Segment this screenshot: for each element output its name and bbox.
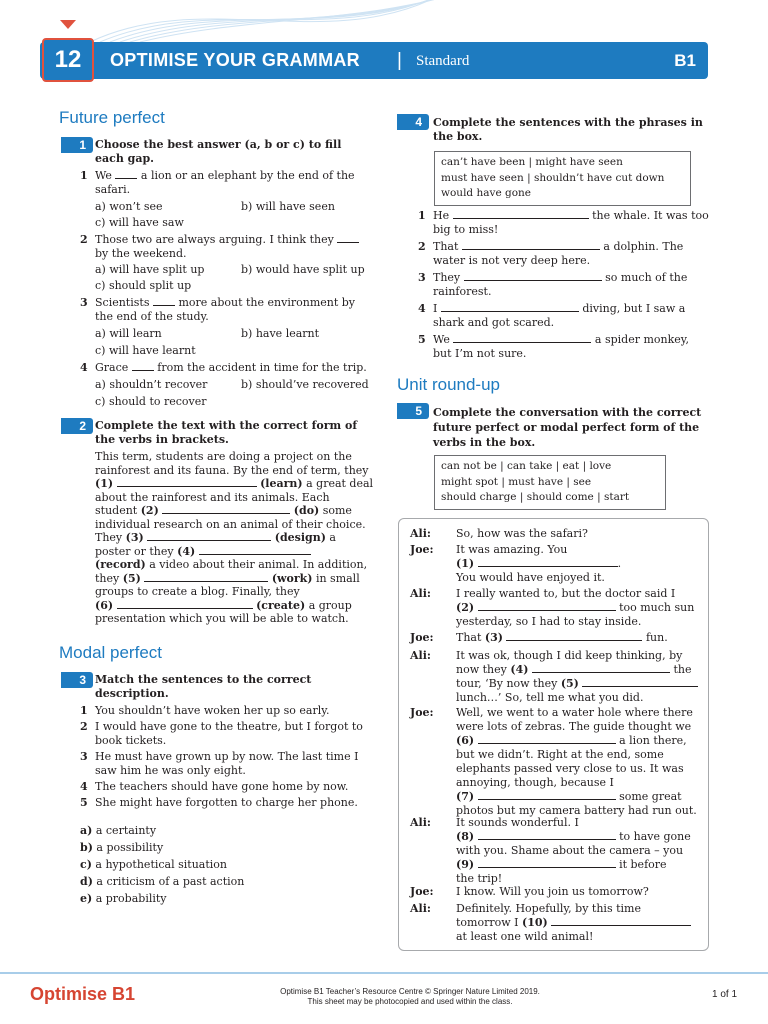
footer-divider — [0, 972, 768, 974]
list-item: 5 We a spider monkey, — [418, 333, 690, 346]
exercise-2-number: 2 — [61, 418, 93, 434]
dialogue-line: That (3) fun. — [456, 631, 668, 644]
header-bar — [40, 42, 708, 79]
exercise-1-instruction: Choose the best answer (a, b or c) to fill each gap. — [95, 138, 342, 165]
dialogue-line: Well, we went to a water hole where there were lots of zebras. The guide thought we (6) a lion there, but we didn’t. Right at the end, some elephants passed very close to us. It was annoying, though, because I (7) some great photos but my camera battery had run out. — [456, 706, 697, 817]
exercise-4-phrase-box: can’t have been | might have seen must have seen | shouldn’t have cut down would have gone — [434, 151, 691, 206]
speaker-ali: Ali: — [410, 527, 431, 540]
footer-brand: Optimise B1 — [30, 984, 136, 1004]
list-item: 2 I would have gone to the theatre, but I forgot to — [80, 720, 363, 733]
dialogue-line: It was amazing. You (1) . You would have enjoyed it. — [456, 543, 622, 584]
speaker-ali: Ali: — [410, 816, 431, 829]
dialogue-line: I really wanted to, but the doctor said I (2) too much sun yesterday, so I had to stay inside. — [456, 587, 695, 628]
footer-copyright: Optimise B1 Teacher’s Resource Centre © Springer Nature Limited 2019. This sheet may be photocopied and used within the class. — [280, 987, 540, 1006]
list-item: 5 She might have forgotten to charge her phone. — [80, 796, 358, 809]
speaker-joe: Joe: — [410, 543, 434, 556]
exercise-4-items: 1 He the whale. It was too big to miss! 2 That a dolphin. The water is not very deep here. 3 They so much of the rainforest. 4 I diving, but I saw a shark and got scared. 5 We a spider monkey, but I’m not sure. — [418, 209, 713, 361]
exercise-4-number: 4 — [397, 114, 429, 130]
exercise-2-instruction: Complete the text with the correct form of the verbs in brackets. — [95, 419, 358, 446]
exercise-1-number: 1 — [61, 137, 93, 153]
list-item: 1 We a lion or an elephant by the end of the — [80, 169, 355, 182]
unit-number-badge: 12 — [42, 38, 94, 82]
dialogue-line: It was ok, though I did keep thinking, by now they (4) the tour, ‘By now they (5) lunch…’ So, tell me what you did. — [456, 649, 706, 705]
speaker-joe: Joe: — [410, 706, 434, 719]
list-item: 4 The teachers should have gone home by now. — [80, 780, 349, 793]
list-item: 1 He the whale. It was too — [418, 209, 709, 222]
exercise-5-verb-box: can not be | can take | eat | love might spot | must have | see should charge | should come | start — [434, 455, 666, 510]
difficulty-label: Standard — [416, 53, 470, 69]
dialogue-line: So, how was the safari? — [456, 527, 588, 540]
dialogue-line: It sounds wonderful. I (8) to have gone with you. Shame about the camera – you (9) it before the trip! — [456, 816, 691, 885]
option-item: b) a possibility — [80, 841, 164, 854]
exercise-2-text: This term, students are doing a project on the rainforest and its fauna. By the end of term, they (1) (learn) a great deal about the rainforest and its animals. Each student (2) (do) some individual research on an animal of their choice. They (3) (design) a poster or they (4) (record) a video about their animal. In addition, they (5) (work) in small groups to create a blog. Finally, they (6) (create) a group presentation which you will be able to watch. — [95, 450, 374, 625]
header-decoration — [0, 0, 768, 42]
exercise-3-instruction: Match the sentences to the correct description. — [95, 673, 312, 700]
list-item: 3 They so much of the — [418, 271, 688, 284]
level-badge: B1 — [674, 51, 696, 70]
option-item: a) a certainty — [80, 824, 157, 837]
exercise-5-number: 5 — [397, 403, 429, 419]
list-item: 1 You shouldn’t have woken her up so early. — [80, 704, 330, 717]
marker-triangle-icon — [60, 20, 76, 29]
exercise-1-items: 1 We a lion or an elephant by the end of the safari. a) won’t see b) will have seen c) will have saw 2 Those two are always arguing. I think they by the weekend. a) will have split up b) would have split up c) should split up 3 Scientists more about the environment by the end of the study. a) will learn b) have learnt c) will have learnt 4 Grace from the accident in time for the trip. a) shouldn’t recover b) should’ve recovered c) should to recover — [80, 169, 380, 409]
page-number: 1 of 1 — [712, 989, 738, 1000]
speaker-ali: Ali: — [410, 649, 431, 662]
dialogue-line: I know. Will you join us tomorrow? — [456, 885, 649, 898]
title-separator: | — [397, 50, 402, 71]
section-heading-unit-roundup: Unit round-up — [397, 375, 501, 394]
option-item: c) a hypothetical situation — [80, 858, 227, 871]
worksheet-title: OPTIMISE YOUR GRAMMAR — [110, 50, 360, 70]
speaker-ali: Ali: — [410, 587, 431, 600]
speaker-joe: Joe: — [410, 631, 434, 644]
dialogue-line: Definitely. Hopefully, by this time tomorrow I (10) at least one wild animal! — [456, 902, 706, 944]
option-item: e) a probability — [80, 892, 167, 905]
list-item: 4 I diving, but I saw a — [418, 302, 686, 315]
exercise-3-options — [80, 822, 244, 907]
option-item: d) a criticism of a past action — [80, 875, 245, 888]
list-item: 3 He must have grown up by now. The last time I — [80, 750, 359, 763]
speaker-joe: Joe: — [410, 885, 434, 898]
speaker-ali: Ali: — [410, 902, 431, 915]
list-item: 2 That a dolphin. The — [418, 240, 684, 253]
exercise-3-number: 3 — [61, 672, 93, 688]
exercise-3-sentences: 1 You shouldn’t have woken her up so early. 2 I would have gone to the theatre, but I forgot to book tickets. 3 He must have grown up by now. The last time I saw him he was only eight. 4 The teachers should have gone home by now. 5 She might have forgotten to charge her phone. — [80, 704, 380, 810]
section-heading-modal-perfect: Modal perfect — [59, 643, 162, 662]
exercise-4-instruction: Complete the sentences with the phrases in the box. — [433, 116, 703, 143]
section-heading-future-perfect: Future perfect — [59, 108, 165, 127]
exercise-5-instruction: Complete the conversation with the correct future perfect or modal perfect form of the verbs in the box. — [433, 406, 702, 449]
